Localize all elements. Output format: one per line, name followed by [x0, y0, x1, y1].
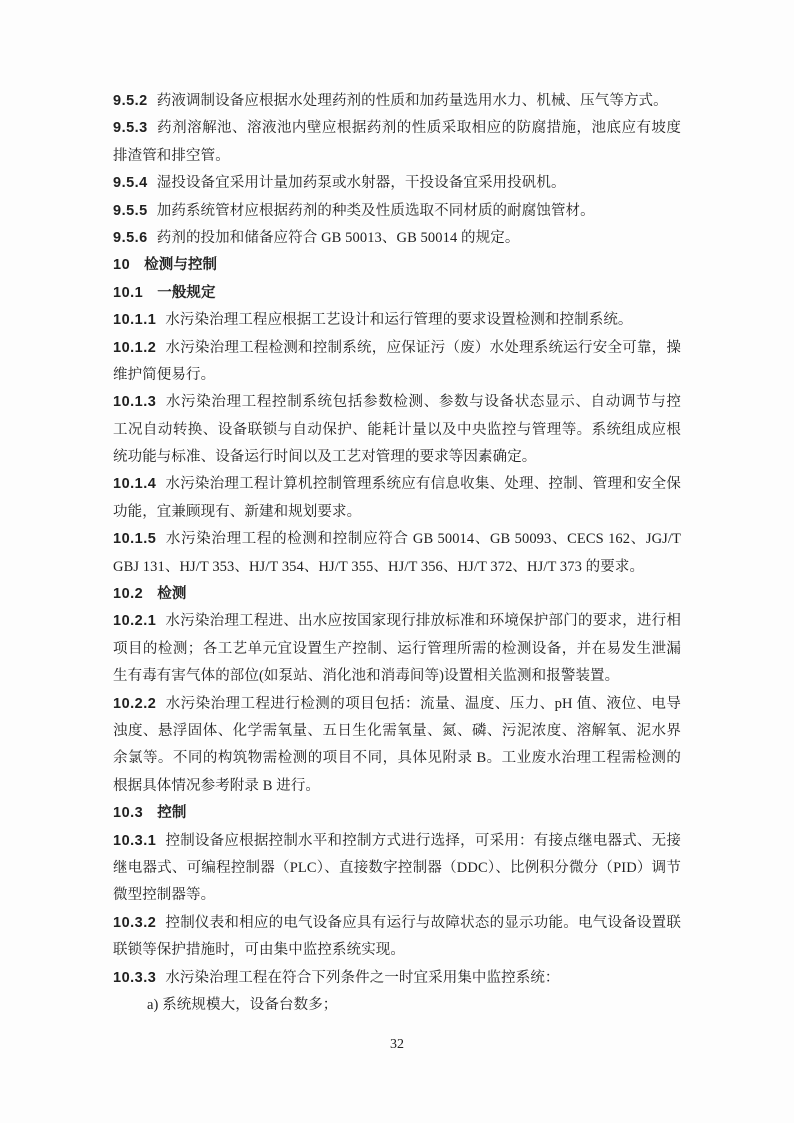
- line-text: 水污染治理工程计算机控制管理系统应有信息收集、处理、控制、管理和安全保: [165, 476, 681, 493]
- document-line: [113, 115, 681, 142]
- document-line: [113, 992, 681, 1019]
- line-text: 水污染治理工程的检测和控制应符合 GB 50014、GB 50093、CECS 162、JGJ/T: [165, 531, 681, 548]
- line-text: 检测: [157, 586, 187, 603]
- document-line: [113, 198, 681, 225]
- document-line: [113, 828, 681, 855]
- line-text: 检测与控制: [144, 257, 218, 274]
- line-text: 加药系统管材应根据药剂的种类及性质选取不同材质的耐腐蚀管材。: [156, 202, 595, 219]
- line-text: 一般规定: [157, 284, 216, 301]
- line-text: 余氯等。不同的构筑物需检测的项目不同，具体见附录 B。工业废水治理工程需检测的: [113, 750, 681, 767]
- document-line: [113, 499, 681, 526]
- clause-number: 9.5.6: [113, 229, 148, 246]
- line-text: 水污染治理工程检测和控制系统，应保证污（废）水处理系统运行安全可靠，操: [165, 339, 681, 356]
- line-text: 水污染治理工程在符合下列条件之一时宜采用集中监控系统：: [165, 969, 560, 986]
- document-line: [113, 88, 681, 115]
- line-text: 水污染治理工程进行检测的项目包括：流量、温度、压力、pH 值、液位、电导: [165, 695, 681, 712]
- clause-number: 10.1.5: [113, 531, 157, 548]
- section-heading: [113, 280, 681, 307]
- document-line: [113, 965, 681, 992]
- clause-number: 9.5.2: [113, 93, 148, 109]
- document-line: [113, 307, 681, 334]
- document-line: [113, 335, 681, 362]
- document-line: [113, 417, 681, 444]
- line-text: 控制设备应根据控制水平和控制方式进行选择，可采用：有接点继电器式、无接: [165, 832, 681, 849]
- line-text: 药液调制设备应根据水处理药剂的性质和加药量选用水力、机械、压气等方式。: [156, 93, 668, 109]
- document-line: [113, 554, 681, 581]
- document-line: [113, 718, 681, 745]
- document-line: [113, 910, 681, 937]
- line-text: 统功能与标准、设备运行时间以及工艺对管理的要求等因素确定。: [113, 449, 537, 466]
- line-text: 控制: [157, 805, 187, 822]
- document-line: [113, 526, 681, 553]
- document-line: [113, 170, 681, 197]
- section-heading: [113, 581, 681, 608]
- line-text: 微型控制器等。: [113, 887, 216, 904]
- clause-number: 10.3: [113, 805, 144, 822]
- line-text: a) 系统规模大，设备台数多；: [147, 996, 338, 1013]
- clause-number: 9.5.3: [113, 120, 148, 137]
- document-line: [113, 663, 681, 690]
- clause-number: 10.2.2: [113, 695, 157, 712]
- line-text: 药剂的投加和储备应符合 GB 50013、GB 50014 的规定。: [156, 229, 520, 246]
- line-text: 水污染治理工程控制系统包括参数检测、参数与设备状态显示、自动调节与控: [165, 394, 681, 411]
- line-text: 联锁等保护措施时，可由集中监控系统实现。: [113, 942, 405, 959]
- document-line: [113, 471, 681, 498]
- line-text: 功能，宜兼顾现有、新建和规划要求。: [113, 503, 362, 520]
- page-number: 32: [390, 1037, 404, 1052]
- document-line: [113, 444, 681, 471]
- clause-number: 10.1.1: [113, 312, 157, 329]
- line-text: 排渣管和排空管。: [113, 147, 230, 164]
- line-text: 维护简便易行。: [113, 366, 216, 383]
- document-line: [113, 882, 681, 909]
- section-heading: [113, 252, 681, 279]
- line-text: 药剂溶解池、溶液池内壁应根据药剂的性质采取相应的防腐措施，池底应有坡度: [156, 120, 681, 137]
- line-text: 生有毒有害气体的部位(如泵站、消化池和消毒间等)设置相关监测和报警装置。: [113, 668, 620, 685]
- line-text: 水污染治理工程进、出水应按国家现行排放标准和环境保护部门的要求，进行相: [165, 613, 681, 630]
- clause-number: 10: [113, 257, 131, 274]
- document-line: [113, 143, 681, 170]
- document-line: [113, 608, 681, 635]
- line-text: 控制仪表和相应的电气设备应具有运行与故障状态的显示功能。电气设备设置联: [165, 914, 681, 931]
- line-text: 项目的检测；各工艺单元宜设置生产控制、运行管理所需的检测设备，并在易发生泄漏: [113, 640, 681, 657]
- clause-number: 10.2.1: [113, 613, 157, 630]
- line-text: GBJ 131、HJ/T 353、HJ/T 354、HJ/T 355、HJ/T 356、HJ/T 372、HJ/T 373 的要求。: [113, 558, 645, 575]
- clause-number: 10.1: [113, 284, 144, 301]
- clause-number: 10.3.1: [113, 832, 157, 849]
- line-text: 水污染治理工程应根据工艺设计和运行管理的要求设置检测和控制系统。: [165, 312, 633, 329]
- clause-number: 10.3.3: [113, 969, 157, 986]
- document-content: [113, 88, 681, 1019]
- line-text: 根据具体情况参考附录 B 进行。: [113, 777, 321, 794]
- line-text: 继电器式、可编程控制器（PLC）、直接数字控制器（DDC）、比例积分微分（PID）调节: [113, 859, 681, 876]
- line-text: 浊度、悬浮固体、化学需氧量、五日生化需氧量、氮、磷、污泥浓度、溶解氧、泥水界: [113, 722, 681, 739]
- document-line: [113, 855, 681, 882]
- document-line: [113, 225, 681, 252]
- document-line: [113, 773, 681, 800]
- document-line: [113, 691, 681, 718]
- clause-number: 10.1.4: [113, 476, 157, 493]
- line-text: 工况自动转换、设备联锁与自动保护、能耗计量以及中央监控与管理等。系统组成应根: [113, 421, 681, 438]
- document-line: [113, 389, 681, 416]
- clause-number: 9.5.4: [113, 175, 148, 192]
- document-line: [113, 937, 681, 964]
- clause-number: 10.1.3: [113, 394, 157, 411]
- clause-number: 10.3.2: [113, 914, 157, 931]
- section-heading: [113, 800, 681, 827]
- document-line: [113, 636, 681, 663]
- clause-number: 10.2: [113, 586, 144, 603]
- clause-number: 10.1.2: [113, 339, 157, 356]
- document-line: [113, 362, 681, 389]
- line-text: 湿投设备宜采用计量加药泵或水射器，干投设备宜采用投矾机。: [156, 175, 566, 192]
- document-line: [113, 745, 681, 772]
- clause-number: 9.5.5: [113, 202, 148, 219]
